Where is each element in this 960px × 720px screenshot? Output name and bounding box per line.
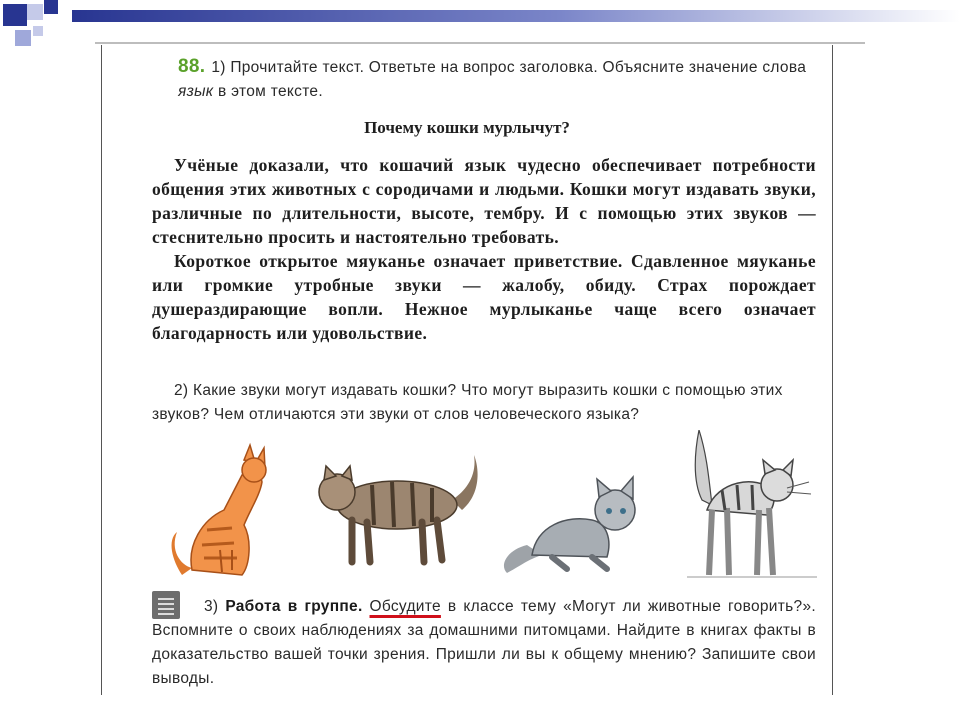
task-number: 88. <box>178 56 206 77</box>
paragraph-1: Учёные доказали, что кошачий язык чудесно обеспечивает потребности общения этих животных с сородичами и людьми. Кошки могут издавать звуки, различные по длительности, высоте, тембру. И с помощью этих звуков — стеснительно просить и настоятельно требовать. <box>152 155 816 247</box>
divider-line <box>95 42 865 44</box>
gray-kitten-image <box>497 465 647 575</box>
text-title: Почему кошки мурлычут? <box>364 118 570 137</box>
question-2: 2) Какие звуки могут издавать кошки? Что могут выразить кошки с помощью этих звуков? Чем отличаются эти звуки от слов человеческого языка? <box>152 382 783 423</box>
corner-square-small <box>33 26 43 36</box>
corner-square-light <box>27 4 43 20</box>
text-body <box>152 153 816 345</box>
question-3-lead: 3) <box>204 598 226 615</box>
question-3-bold: Работа в группе. <box>225 598 363 615</box>
corner-square-gray <box>15 30 31 46</box>
cat-illustrations <box>162 430 822 580</box>
task-part1-before: 1) Прочитайте текст. Ответьте на вопрос заголовка. Объясните значение слова <box>211 59 807 76</box>
textbook-page <box>101 45 833 695</box>
question-3 <box>152 595 816 691</box>
tabby-cat-image <box>312 450 482 570</box>
task-part1-after: в этом тексте. <box>213 83 323 100</box>
task-part1-word: язык <box>178 83 214 100</box>
ginger-cat-image <box>162 440 272 580</box>
task-instruction <box>178 55 818 104</box>
corner-square-blue <box>3 4 27 26</box>
title-bar <box>72 10 960 22</box>
paragraph-2: Короткое открытое мяуканье означает приветствие. Сдавленное мяуканье или громкие утробные звуки — жалобу, обиду. Страх порождает душераздирающие вопли. Нежное мурлыканье чаще всего означает благодарность или удовольствие. <box>152 251 816 343</box>
striped-arched-cat-image <box>687 430 817 580</box>
question-3-underlined: Обсудите <box>369 598 441 615</box>
corner-square-dark <box>44 0 58 14</box>
question-3-rest: в классе тему «Могут ли животные говорить?». Вспомните о своих наблюдениях за домашними питомцами. Найдите в книгах факты в доказательство вашей точки зрения. Пришли ли вы к общему мнению? Запишите свои выводы. <box>152 598 816 687</box>
